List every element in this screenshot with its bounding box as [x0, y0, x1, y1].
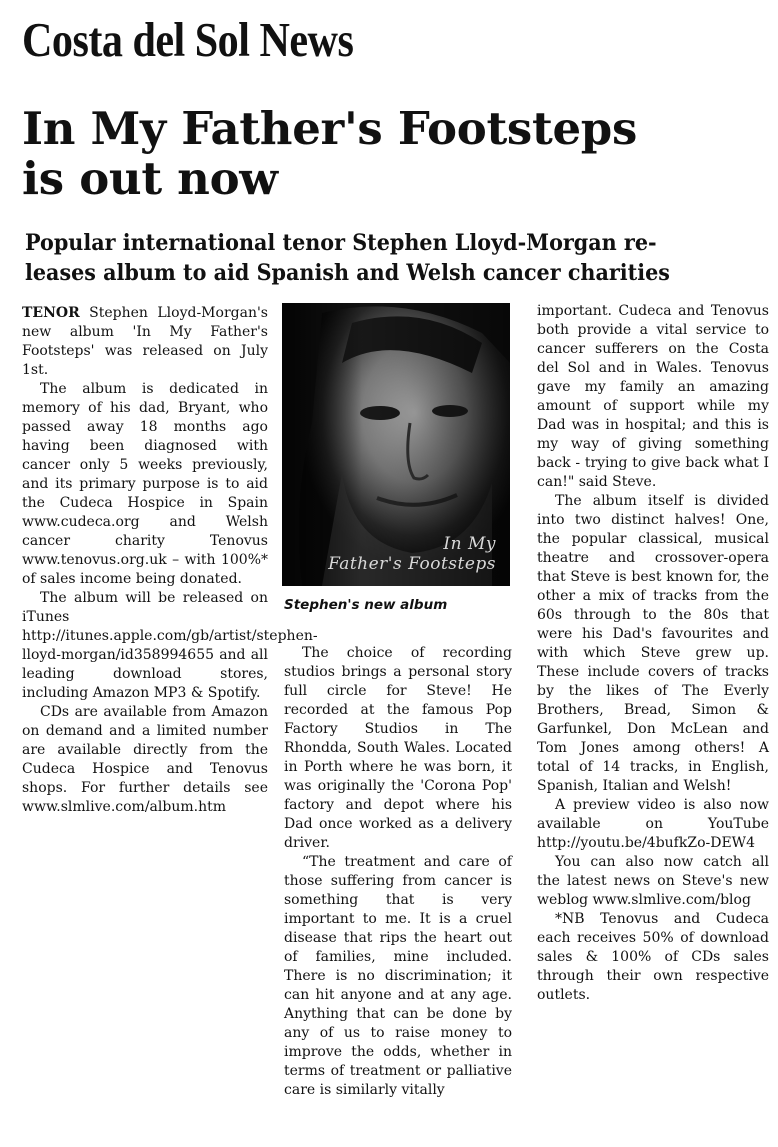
paragraph: CDs are available from Amazon on demand and a limited number are available directly from the Cudeca Hospice and Tenovus shops. For further details see www.slmlive.com/album.htm	[22, 704, 268, 815]
album-cover-title-line-1: In My	[443, 534, 496, 554]
paragraph: important. Cudeca and Tenovus both provide a vital service to cancer sufferers on the Costa del Sol and in Wales. Tenovus gave my family an amazing amount of support while my Dad was in hospital; and this is my way of giving something back - trying to give back what I can!" said Steve.	[537, 303, 769, 490]
album-cover-title-line-2: Father's Footsteps	[328, 554, 496, 574]
headline-line-1: In My Father's Footsteps	[22, 102, 637, 155]
paragraph: *NB Tenovus and Cudeca each receives 50% of download sales & 100% of CDs sales through their own respective outlets.	[537, 911, 769, 1003]
article-column-3	[537, 302, 769, 1005]
paragraph: The album is dedicated in memory of his dad, Bryant, who passed away 18 months ago having been diagnosed with cancer only 5 weeks previously, and its primary purpose is to aid the Cudeca Hospice in Spain www.cudeca.org and Welsh cancer charity Tenovus www.tenovus.org.uk – with 100%* of sales income being donated.	[22, 381, 268, 587]
headline	[22, 104, 762, 204]
album-cover-title	[328, 534, 496, 574]
intro-text: Stephen Lloyd-Morgan's new album 'In My Father's Footsteps' was released on July 1st.	[22, 305, 268, 378]
paragraph: “The treatment and care of those suffering from cancer is something that is very important to me. It is a cruel disease that rips the heart out of families, mine included. There is no discrimination; it can hit anyone and at any age. Anything that can be done by any of us to raise money to improve the odds, whether in terms of treatment or palliative care is similarly vitally	[284, 854, 512, 1098]
article-column-2	[284, 644, 512, 1100]
album-cover-photo	[282, 303, 510, 586]
headline-line-2: is out now	[22, 152, 278, 205]
subheadline	[25, 228, 715, 288]
paragraph: A preview video is also now available on YouTube http://youtu.be/4bufkZo-DEW4	[537, 797, 769, 851]
paragraph: You can also now catch all the latest news on Steve's new weblog www.slmlive.com/blog	[537, 854, 769, 908]
photo-caption: Stephen's new album	[284, 597, 448, 613]
paragraph: The choice of recording studios brings a personal story full circle for Steve! He recorded at the famous Pop Factory Studios in The Rhondda, South Wales. Located in Porth where he was born, it was originally the 'Corona Pop' factory and depot where his Dad once worked as a delivery driver.	[284, 645, 512, 851]
subheadline-line-1: Popular international tenor Stephen Lloyd-Morgan re-	[25, 230, 657, 256]
masthead: Costa del Sol News	[22, 12, 354, 67]
lead-word: TENOR	[22, 305, 80, 321]
subheadline-line-2: leases album to aid Spanish and Welsh cancer charities	[25, 260, 670, 286]
paragraph-intro	[22, 304, 268, 380]
paragraph: The album itself is divided into two distinct halves! One, the popular classical, musical theatre and crossover-opera that Steve is best known for, the other a mix of tracks from the 60s through to the 80s that were his Dad's favourites and with which Steve grew up. These include covers of tracks by the likes of The Everly Brothers, Bread, Simon & Garfunkel, Don McLean and Tom Jones among others! A total of 14 tracks, in English, Spanish, Italian and Welsh!	[537, 493, 769, 794]
paragraph: The album will be released on iTunes http://itunes.apple.com/gb/artist/stephen-lloyd-morgan/id358994655 and all leading download stores, including Amazon MP3 & Spotify.	[22, 590, 318, 701]
article-column-1	[22, 304, 318, 817]
